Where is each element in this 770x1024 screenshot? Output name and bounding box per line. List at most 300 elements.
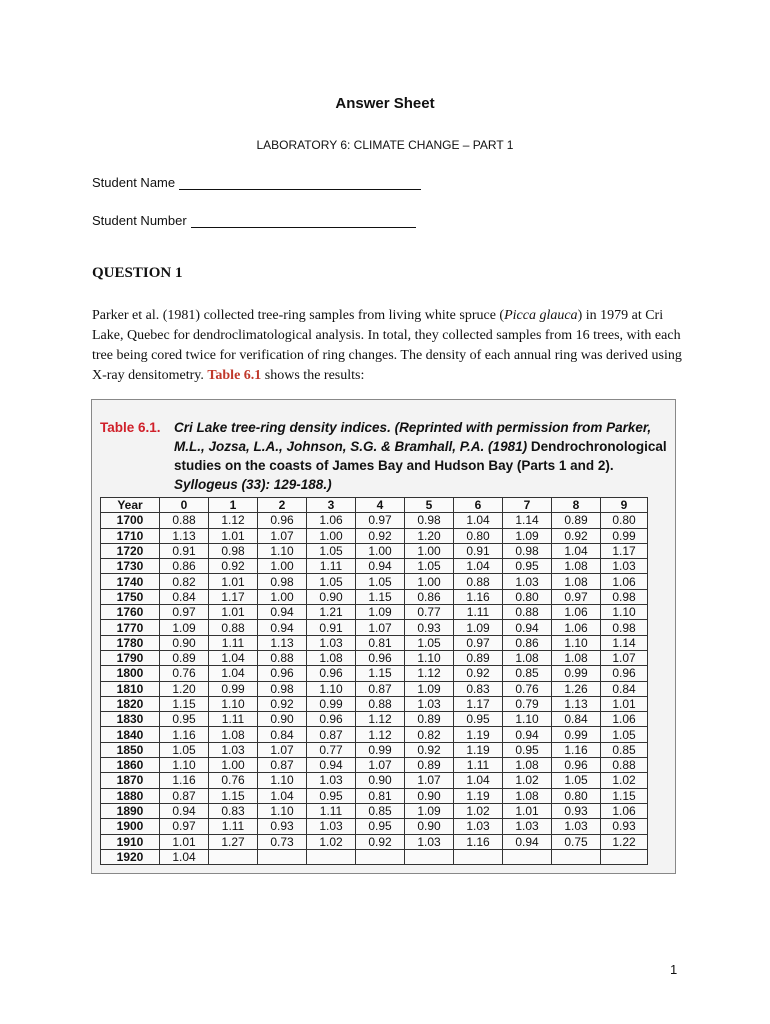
student-name-label: Student Name <box>92 175 176 190</box>
density-cell: 0.86 <box>503 635 552 650</box>
density-cell <box>601 849 648 864</box>
density-cell: 1.07 <box>601 650 648 665</box>
density-cell: 1.03 <box>405 696 454 711</box>
density-cell: 1.06 <box>552 605 601 620</box>
density-cell: 0.98 <box>405 513 454 528</box>
student-number-field[interactable] <box>191 213 416 228</box>
year-cell: 1900 <box>101 819 160 834</box>
density-cell: 1.02 <box>307 834 356 849</box>
density-cell: 0.97 <box>552 589 601 604</box>
density-cell: 1.04 <box>454 559 503 574</box>
density-cell: 0.92 <box>356 528 405 543</box>
student-name-row <box>92 175 421 190</box>
density-cell: 1.15 <box>160 696 209 711</box>
density-cell: 1.04 <box>258 788 307 803</box>
density-cell: 1.00 <box>405 543 454 558</box>
density-cell: 0.99 <box>552 727 601 742</box>
caption-body <box>174 418 670 494</box>
density-cell: 0.92 <box>209 559 258 574</box>
density-cell: 0.98 <box>601 589 648 604</box>
table-row <box>101 620 648 635</box>
density-cell: 0.90 <box>356 773 405 788</box>
density-cell: 1.03 <box>601 559 648 574</box>
density-cell: 1.08 <box>209 727 258 742</box>
density-cell: 1.01 <box>160 834 209 849</box>
year-cell: 1890 <box>101 803 160 818</box>
density-cell: 1.00 <box>258 589 307 604</box>
density-cell: 0.84 <box>258 727 307 742</box>
density-cell: 1.15 <box>209 788 258 803</box>
year-cell: 1870 <box>101 773 160 788</box>
density-cell: 0.91 <box>160 543 209 558</box>
density-cell: 1.07 <box>258 528 307 543</box>
density-cell: 1.12 <box>209 513 258 528</box>
density-cell: 1.06 <box>307 513 356 528</box>
density-cell: 1.10 <box>258 543 307 558</box>
density-cell: 1.04 <box>209 650 258 665</box>
density-cell: 0.97 <box>454 635 503 650</box>
density-cell: 1.19 <box>454 742 503 757</box>
density-cell: 0.85 <box>503 666 552 681</box>
density-cell: 0.92 <box>454 666 503 681</box>
density-cell: 1.10 <box>601 605 648 620</box>
density-cell: 0.98 <box>258 681 307 696</box>
density-cell: 0.89 <box>552 513 601 528</box>
density-cell: 0.94 <box>503 620 552 635</box>
density-cell: 1.03 <box>503 819 552 834</box>
density-cell: 0.79 <box>503 696 552 711</box>
density-cell: 1.08 <box>307 650 356 665</box>
density-cell: 0.82 <box>160 574 209 589</box>
density-cell <box>307 849 356 864</box>
density-cell: 1.19 <box>454 788 503 803</box>
density-cell: 0.87 <box>258 758 307 773</box>
density-cell: 1.00 <box>356 543 405 558</box>
density-cell: 1.11 <box>454 605 503 620</box>
table-row <box>101 834 648 849</box>
column-header: 8 <box>552 498 601 513</box>
density-cell: 0.90 <box>307 589 356 604</box>
year-cell: 1800 <box>101 666 160 681</box>
question-text-part1: Parker et al. (1981) collected tree-ring samples from living white spruce ( <box>92 308 505 323</box>
density-cell <box>356 849 405 864</box>
year-cell: 1710 <box>101 528 160 543</box>
year-cell: 1740 <box>101 574 160 589</box>
table-row <box>101 650 648 665</box>
density-cell: 1.08 <box>503 650 552 665</box>
year-cell: 1730 <box>101 559 160 574</box>
density-cell: 1.00 <box>307 528 356 543</box>
density-cell: 0.82 <box>405 727 454 742</box>
lab-title: LABORATORY 6: CLIMATE CHANGE – PART 1 <box>256 138 514 152</box>
density-cell: 1.03 <box>454 819 503 834</box>
density-cell: 1.11 <box>209 712 258 727</box>
density-cell: 1.17 <box>454 696 503 711</box>
density-cell: 1.21 <box>307 605 356 620</box>
table-caption <box>100 418 670 494</box>
column-header: 9 <box>601 498 648 513</box>
density-cell: 1.08 <box>552 574 601 589</box>
density-cell: 0.88 <box>503 605 552 620</box>
column-header: Year <box>101 498 160 513</box>
density-cell: 0.98 <box>601 620 648 635</box>
table-row <box>101 528 648 543</box>
density-cell: 0.95 <box>503 559 552 574</box>
density-cell: 1.12 <box>405 666 454 681</box>
density-cell: 1.07 <box>258 742 307 757</box>
density-cell: 0.93 <box>552 803 601 818</box>
density-cell: 1.07 <box>405 773 454 788</box>
student-number-row <box>92 213 416 228</box>
table-row <box>101 696 648 711</box>
density-cell: 1.04 <box>454 513 503 528</box>
density-cell: 0.95 <box>160 712 209 727</box>
density-cell: 0.87 <box>160 788 209 803</box>
density-cell: 1.16 <box>160 727 209 742</box>
table-body <box>101 513 648 865</box>
density-cell: 1.05 <box>405 635 454 650</box>
density-cell: 1.00 <box>405 574 454 589</box>
density-cell: 1.15 <box>356 666 405 681</box>
density-cell: 1.06 <box>552 620 601 635</box>
table-row <box>101 543 648 558</box>
density-cell: 0.77 <box>307 742 356 757</box>
density-cell <box>258 849 307 864</box>
density-cell: 0.94 <box>258 620 307 635</box>
density-cell: 1.10 <box>552 635 601 650</box>
density-cell: 1.05 <box>307 574 356 589</box>
density-cell: 1.27 <box>209 834 258 849</box>
density-cell: 1.08 <box>503 758 552 773</box>
density-cell: 1.14 <box>503 513 552 528</box>
density-cell: 1.11 <box>454 758 503 773</box>
density-cell: 1.03 <box>307 773 356 788</box>
table-row <box>101 666 648 681</box>
density-cell: 1.09 <box>454 620 503 635</box>
year-cell: 1750 <box>101 589 160 604</box>
density-cell: 1.04 <box>552 543 601 558</box>
year-cell: 1760 <box>101 605 160 620</box>
density-cell: 1.05 <box>552 773 601 788</box>
density-cell: 0.83 <box>454 681 503 696</box>
student-name-field[interactable] <box>179 175 421 190</box>
density-cell: 1.09 <box>160 620 209 635</box>
density-cell: 0.93 <box>601 819 648 834</box>
question-text-part2: ) in 1979 at Cri Lake, Quebec for dendroclimatological analysis. In total, they collected samples from 16 trees, with each tree being cored twice for verification of ring changes. The density of each annual ring was derived using X-ray densitometry. <box>92 308 682 383</box>
question-heading: QUESTION 1 <box>92 265 183 281</box>
table-row <box>101 605 648 620</box>
density-cell: 0.95 <box>454 712 503 727</box>
density-cell: 0.93 <box>405 620 454 635</box>
density-cell: 1.15 <box>601 788 648 803</box>
density-cell: 0.95 <box>307 788 356 803</box>
density-cell: 1.20 <box>405 528 454 543</box>
density-cell: 0.99 <box>307 696 356 711</box>
density-cell: 1.04 <box>160 849 209 864</box>
density-cell: 0.90 <box>405 819 454 834</box>
density-cell: 0.89 <box>405 758 454 773</box>
density-cell: 0.92 <box>258 696 307 711</box>
table-row <box>101 513 648 528</box>
density-cell: 1.16 <box>454 589 503 604</box>
density-cell: 1.05 <box>601 727 648 742</box>
density-cell: 1.22 <box>601 834 648 849</box>
table-row <box>101 819 648 834</box>
density-cell: 1.15 <box>356 589 405 604</box>
table-row <box>101 574 648 589</box>
density-cell: 0.88 <box>454 574 503 589</box>
density-cell: 0.80 <box>503 589 552 604</box>
density-cell: 0.90 <box>160 635 209 650</box>
density-cell: 0.80 <box>601 513 648 528</box>
density-cell: 1.06 <box>601 712 648 727</box>
density-cell: 0.94 <box>503 834 552 849</box>
year-cell: 1810 <box>101 681 160 696</box>
density-cell: 1.01 <box>209 528 258 543</box>
density-cell: 0.94 <box>160 803 209 818</box>
density-cell: 1.03 <box>503 574 552 589</box>
density-cell: 0.94 <box>307 758 356 773</box>
page-number: 1 <box>670 962 678 977</box>
density-cell: 1.01 <box>209 574 258 589</box>
density-cell: 0.91 <box>454 543 503 558</box>
density-cell: 0.80 <box>454 528 503 543</box>
density-cell: 0.80 <box>552 788 601 803</box>
density-cell: 1.13 <box>258 635 307 650</box>
density-cell: 0.76 <box>503 681 552 696</box>
density-cell: 1.05 <box>307 543 356 558</box>
density-cell <box>454 849 503 864</box>
density-cell: 0.89 <box>160 650 209 665</box>
column-header: 6 <box>454 498 503 513</box>
density-cell: 1.03 <box>552 819 601 834</box>
density-cell: 0.77 <box>405 605 454 620</box>
table-header-row <box>101 498 648 513</box>
density-cell: 0.88 <box>160 513 209 528</box>
density-cell: 0.90 <box>405 788 454 803</box>
density-cell: 0.89 <box>405 712 454 727</box>
density-cell: 1.05 <box>160 742 209 757</box>
density-cell: 1.03 <box>307 635 356 650</box>
table-reference: Table 6.1 <box>207 368 262 383</box>
density-cell: 0.96 <box>307 666 356 681</box>
student-number-label: Student Number <box>92 213 187 228</box>
column-header: 2 <box>258 498 307 513</box>
density-cell: 1.09 <box>405 681 454 696</box>
table-row <box>101 788 648 803</box>
density-table <box>100 497 648 865</box>
density-cell: 1.10 <box>209 696 258 711</box>
density-cell: 0.86 <box>160 559 209 574</box>
density-cell: 0.97 <box>160 605 209 620</box>
density-cell: 1.06 <box>601 803 648 818</box>
density-cell: 1.07 <box>356 620 405 635</box>
density-cell: 0.81 <box>356 788 405 803</box>
density-cell: 0.95 <box>356 819 405 834</box>
year-cell: 1790 <box>101 650 160 665</box>
density-cell: 0.94 <box>258 605 307 620</box>
density-cell: 0.92 <box>405 742 454 757</box>
density-cell: 0.84 <box>601 681 648 696</box>
density-cell <box>552 849 601 864</box>
density-cell: 1.09 <box>405 803 454 818</box>
density-cell: 0.91 <box>307 620 356 635</box>
density-cell: 1.17 <box>209 589 258 604</box>
density-cell: 0.99 <box>552 666 601 681</box>
density-cell: 0.90 <box>258 712 307 727</box>
density-cell: 1.03 <box>307 819 356 834</box>
density-cell: 0.92 <box>552 528 601 543</box>
density-cell: 1.01 <box>503 803 552 818</box>
density-cell: 1.12 <box>356 712 405 727</box>
density-cell: 0.97 <box>160 819 209 834</box>
density-cell: 1.10 <box>160 758 209 773</box>
density-cell: 1.19 <box>454 727 503 742</box>
column-header: 3 <box>307 498 356 513</box>
density-cell: 0.83 <box>209 803 258 818</box>
question-text <box>92 306 682 386</box>
density-cell: 0.75 <box>552 834 601 849</box>
table-row <box>101 727 648 742</box>
density-cell: 0.96 <box>601 666 648 681</box>
year-cell: 1850 <box>101 742 160 757</box>
density-cell: 0.98 <box>209 543 258 558</box>
density-cell: 1.16 <box>454 834 503 849</box>
density-cell: 1.10 <box>503 712 552 727</box>
table-row <box>101 742 648 757</box>
density-cell: 0.97 <box>356 513 405 528</box>
density-cell: 1.04 <box>209 666 258 681</box>
density-cell: 1.09 <box>503 528 552 543</box>
density-cell: 0.98 <box>258 574 307 589</box>
caption-label: Table 6.1. <box>100 420 161 435</box>
density-cell: 0.85 <box>601 742 648 757</box>
density-cell: 0.84 <box>552 712 601 727</box>
density-cell: 1.06 <box>601 574 648 589</box>
density-cell: 0.88 <box>209 620 258 635</box>
caption-part2: Dendrochronological studies on the coasts of James Bay and Hudson Bay (Parts 1 and 2) <box>174 439 667 473</box>
density-cell: 1.08 <box>552 559 601 574</box>
density-cell: 1.05 <box>405 559 454 574</box>
table-row <box>101 849 648 864</box>
table-row <box>101 758 648 773</box>
density-cell: 0.84 <box>160 589 209 604</box>
density-cell: 1.01 <box>601 696 648 711</box>
page-title: Answer Sheet <box>335 95 435 112</box>
density-cell: 1.10 <box>258 803 307 818</box>
year-cell: 1830 <box>101 712 160 727</box>
density-cell: 1.00 <box>209 758 258 773</box>
species-name: Picca glauca <box>504 308 578 323</box>
column-header: 5 <box>405 498 454 513</box>
density-cell: 1.04 <box>454 773 503 788</box>
density-cell: 1.11 <box>307 803 356 818</box>
density-cell: 1.02 <box>503 773 552 788</box>
caption-journal: Syllogeus (33): 129-188.) <box>174 477 332 492</box>
density-cell: 1.08 <box>552 650 601 665</box>
density-cell: 0.96 <box>307 712 356 727</box>
year-cell: 1720 <box>101 543 160 558</box>
density-cell: 0.89 <box>454 650 503 665</box>
question-text-part3: shows the results: <box>261 368 365 383</box>
year-cell: 1920 <box>101 849 160 864</box>
density-cell: 1.10 <box>405 650 454 665</box>
year-cell: 1840 <box>101 727 160 742</box>
column-header: 0 <box>160 498 209 513</box>
density-cell: 1.13 <box>552 696 601 711</box>
density-cell: 0.93 <box>258 819 307 834</box>
density-cell: 1.20 <box>160 681 209 696</box>
density-cell <box>503 849 552 864</box>
density-cell: 1.26 <box>552 681 601 696</box>
density-cell: 1.01 <box>209 605 258 620</box>
year-cell: 1780 <box>101 635 160 650</box>
table-row <box>101 681 648 696</box>
density-cell: 1.03 <box>209 742 258 757</box>
density-cell: 0.85 <box>356 803 405 818</box>
density-cell: 1.02 <box>601 773 648 788</box>
density-cell: 0.76 <box>160 666 209 681</box>
density-cell: 1.05 <box>356 574 405 589</box>
density-cell: 0.96 <box>552 758 601 773</box>
density-cell: 1.12 <box>356 727 405 742</box>
table-figure <box>91 399 676 874</box>
table-row <box>101 803 648 818</box>
density-cell: 0.92 <box>356 834 405 849</box>
density-cell: 1.13 <box>160 528 209 543</box>
density-cell: 1.10 <box>307 681 356 696</box>
density-cell <box>209 849 258 864</box>
density-cell: 0.88 <box>258 650 307 665</box>
density-cell: 1.03 <box>405 834 454 849</box>
density-cell: 0.86 <box>405 589 454 604</box>
table-row <box>101 559 648 574</box>
density-cell: 0.96 <box>356 650 405 665</box>
density-cell: 0.76 <box>209 773 258 788</box>
density-cell: 1.10 <box>258 773 307 788</box>
density-cell: 1.00 <box>258 559 307 574</box>
density-cell: 1.02 <box>454 803 503 818</box>
column-header: 4 <box>356 498 405 513</box>
year-cell: 1700 <box>101 513 160 528</box>
density-cell: 0.96 <box>258 666 307 681</box>
density-cell: 0.73 <box>258 834 307 849</box>
density-cell: 1.14 <box>601 635 648 650</box>
year-cell: 1880 <box>101 788 160 803</box>
density-cell: 0.98 <box>503 543 552 558</box>
density-cell: 0.99 <box>209 681 258 696</box>
density-cell: 0.94 <box>356 559 405 574</box>
density-cell: 1.07 <box>356 758 405 773</box>
density-cell: 0.88 <box>601 758 648 773</box>
table-row <box>101 635 648 650</box>
year-cell: 1860 <box>101 758 160 773</box>
column-header: 1 <box>209 498 258 513</box>
density-cell: 0.94 <box>503 727 552 742</box>
density-cell: 0.88 <box>356 696 405 711</box>
table-row <box>101 773 648 788</box>
table-row <box>101 712 648 727</box>
density-cell: 0.95 <box>503 742 552 757</box>
year-cell: 1770 <box>101 620 160 635</box>
density-cell: 0.99 <box>356 742 405 757</box>
caption-part3: . <box>609 458 614 473</box>
density-cell: 0.87 <box>307 727 356 742</box>
year-cell: 1820 <box>101 696 160 711</box>
density-cell <box>405 849 454 864</box>
table-row <box>101 589 648 604</box>
density-cell: 0.87 <box>356 681 405 696</box>
